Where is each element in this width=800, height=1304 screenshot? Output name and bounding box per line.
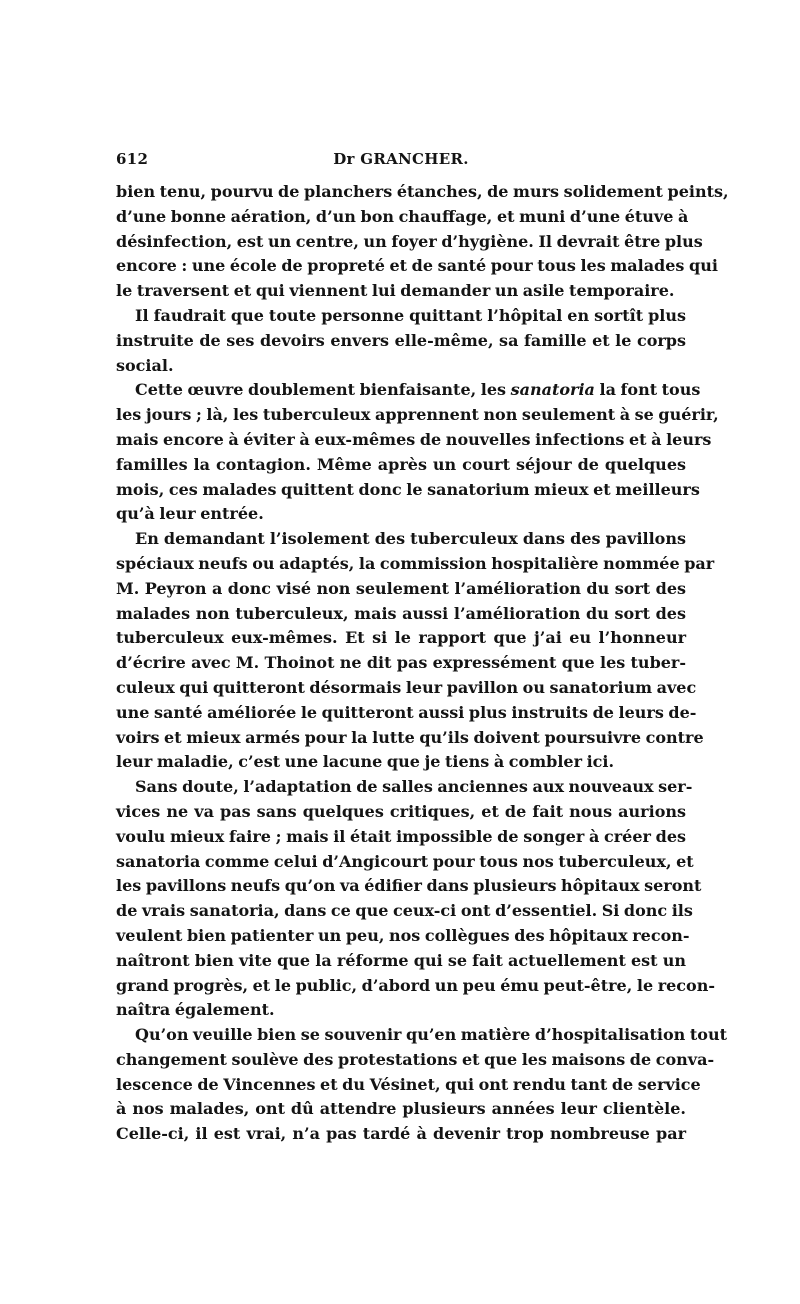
running-head [116,150,686,180]
text-line: voirs et mieux armés pour la lutte qu’ils doivent poursuivre contre [116,727,704,747]
text-line: qu’à leur entrée. [116,504,264,524]
text-line: Celle-ci, il est vrai, n’a pas tardé à devenir trop nombreuse par [116,1124,686,1144]
text-line: M. Peyron a donc visé non seulement l’amélioration du sort des [116,578,686,598]
text-line: culeux qui quitteront désormais leur pavillon ou sanatorium avec [116,677,697,697]
body-text [116,180,729,1147]
text-line: de vrais sanatoria, dans ce que ceux-ci ont d’essentiel. Si donc ils [116,901,693,921]
text-line: Il faudrait que toute personne quittant l’hôpital en sortît plus [135,305,686,325]
page-number: 612 [116,150,149,168]
paragraph [116,180,729,304]
text-line: voulu mieux faire ; mais il était impossible de songer à créer des [116,826,686,846]
text-line: désinfection, est un centre, un foyer d’hygiène. Il devrait être plus [116,231,703,251]
text-line: malades non tuberculeux, mais aussi l’amélioration du sort des [116,603,686,623]
text-line: Sans doute, l’adaptation de salles anciennes aux nouveaux ser- [135,777,693,797]
text-line: mois, ces malades quittent donc le sanatorium mieux et meilleurs [116,479,700,499]
paragraph [116,527,715,775]
text-line: les jours ; là, les tuberculeux apprennent non seulement à se guérir, [116,405,719,425]
running-title: Dr GRANCHER. [333,150,469,168]
paragraph [116,1023,727,1147]
text-line: le traversent et qui viennent lui demander un asile temporaire. [116,281,675,301]
text-line: grand progrès, et le public, d’abord un peu ému peut-être, le recon- [116,975,715,995]
text-line: En demandant l’isolement des tuberculeux dans des pavillons [135,529,686,549]
book-page [116,150,729,1147]
text-line: social. [116,355,174,375]
text-line: mais encore à éviter à eux-mêmes de nouvelles infections et à leurs [116,429,712,449]
text-line: spéciaux neufs ou adaptés, la commission hospitalière nommée par [116,553,715,573]
text-line: instruite de ses devoirs envers elle-même, sa famille et le corps [116,330,686,350]
text-line: à nos malades, ont dû attendre plusieurs années leur clientèle. [116,1099,686,1119]
text-line: veulent bien patienter un peu, nos collègues des hôpitaux recon- [116,925,690,945]
text-line: d’une bonne aération, d’un bon chauffage, et muni d’une étuve à [116,206,689,226]
text-line: leur maladie, c’est une lacune que je tiens à combler ici. [116,752,615,772]
text-line: les pavillons neufs qu’on va édifier dans plusieurs hôpitaux seront [116,876,702,896]
text-line: encore : une école de propreté et de santé pour tous les malades qui [116,256,718,276]
paragraph [116,775,715,1023]
paragraph [116,378,719,527]
text-line: lescence de Vincennes et du Vésinet, qui ont rendu tant de service [116,1074,701,1094]
text-line: une santé améliorée le quitteront aussi plus instruits de leurs de- [116,702,697,722]
text-line: changement soulève des protestations et que les maisons de conva- [116,1049,715,1069]
text-line: tuberculeux eux-mêmes. Et si le rapport que j’ai eu l’honneur [116,628,686,648]
paragraph [116,304,686,378]
text-line: naîtra également. [116,1000,275,1020]
text-line: bien tenu, pourvu de planchers étanches, de murs solidement peints, [116,182,729,201]
text-line: d’écrire avec M. Thoinot ne dit pas expressément que les tuber- [116,653,686,673]
text-line: vices ne va pas sans quelques critiques, et de fait nous aurions [116,801,686,821]
italic-term: sanatoria [510,380,595,400]
text-line: naîtront bien vite que la réforme qui se fait actuellement est un [116,950,686,970]
text-line: sanatoria comme celui d’Angicourt pour tous nos tuberculeux, et [116,851,694,871]
text-line: familles la contagion. Même après un court séjour de quelques [116,454,686,474]
text-line: Qu’on veuille bien se souvenir qu’en matière d’hospitalisation tout [135,1025,727,1045]
text-line: Cette œuvre doublement bienfaisante, les sanatoria la font tous [135,380,701,400]
